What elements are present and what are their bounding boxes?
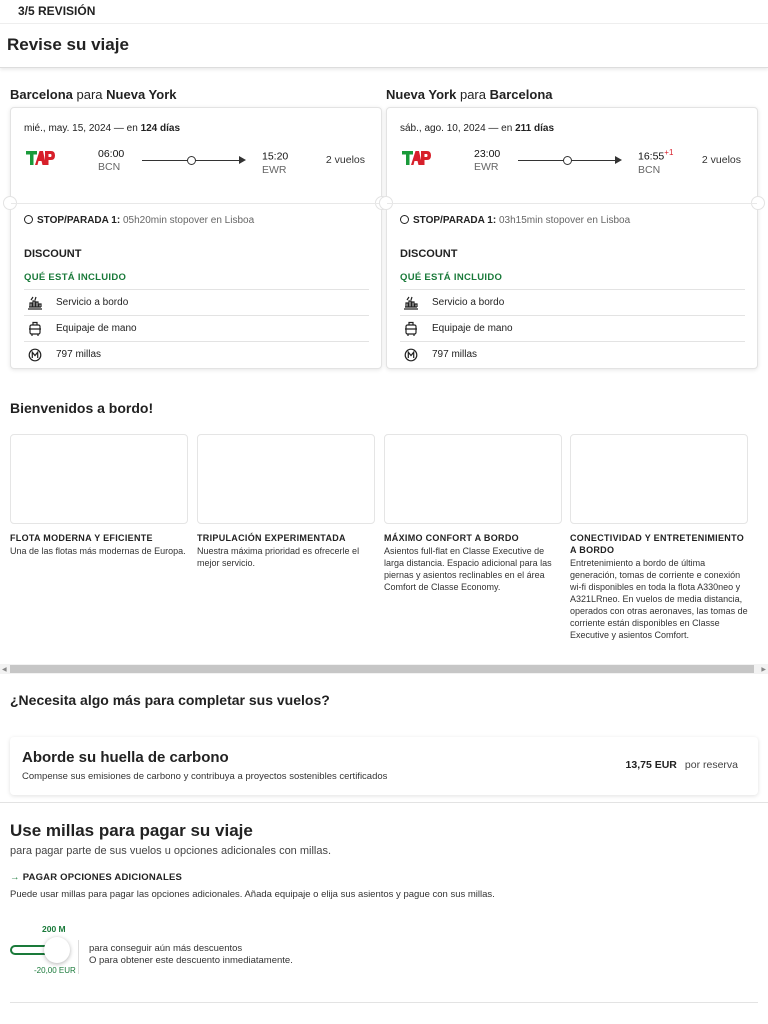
arrow-right-icon xyxy=(615,156,622,164)
scroll-right-icon[interactable]: ▶ xyxy=(761,667,766,673)
tile-description: Asientos full-flat en Classe Executive de larga distancia. Espacio adicional para las piernas y asientos reclinables en el área Comfort de Classe Economy. xyxy=(384,546,552,592)
flight-date: mié., may. 15, 2024 — en 124 días xyxy=(24,123,181,134)
tile-image xyxy=(10,434,188,524)
miles-note: para conseguir aún más descuentos O para obtener este descuento inmediatamente. xyxy=(89,943,293,966)
route-para: para xyxy=(76,87,103,102)
scrollbar-thumb[interactable] xyxy=(10,665,754,673)
route-para: para xyxy=(459,87,486,102)
welcome-carousel xyxy=(10,434,768,662)
divider xyxy=(78,940,79,974)
fare-type: DISCOUNT xyxy=(400,248,458,260)
tile-description: Nuestra máxima prioridad es ofrecerle el mejor servicio. xyxy=(197,546,360,568)
section-divider xyxy=(0,802,768,803)
carbon-offset-card[interactable] xyxy=(10,737,758,795)
tap-logo-icon xyxy=(401,149,431,167)
stopover-dot-icon xyxy=(187,156,196,165)
tile-image xyxy=(197,434,375,524)
step-indicator: 3/5 REVISIÓN xyxy=(0,0,768,24)
miles-description: Puede usar millas para pagar las opciones adicionales. Añada equipaje o elija sus asientos y pague con sus millas. xyxy=(10,889,495,900)
tile-image xyxy=(570,434,748,524)
route-origin: Barcelona xyxy=(10,87,73,102)
feature-onboard-service: Servicio a bordo xyxy=(24,289,369,315)
luggage-icon xyxy=(400,321,422,337)
route-outbound xyxy=(10,87,382,360)
horizontal-scrollbar[interactable] xyxy=(0,664,768,674)
route-origin: Nueva York xyxy=(386,87,457,102)
tile-image xyxy=(384,434,562,524)
pay-options-link[interactable]: → PAGAR OPCIONES ADICIONALES xyxy=(10,872,183,883)
stopover-info: STOP/PARADA 1: 03h15min stopover en Lisboa xyxy=(400,215,630,226)
tile-title: MÁXIMO CONFORT A BORDO xyxy=(384,533,519,543)
meal-service-icon xyxy=(400,296,422,310)
miles-subtitle: para pagar parte de sus vuelos u opciones adicionales con millas. xyxy=(10,845,332,857)
tile-title: TRIPULACIÓN EXPERIMENTADA xyxy=(197,533,346,543)
arrival-code: BCN xyxy=(638,163,661,176)
arrival-time: 16:55 xyxy=(638,150,665,163)
included-heading: QUÉ ESTÁ INCLUIDO xyxy=(400,272,503,283)
flight-path-line xyxy=(142,160,244,161)
carbon-title: Aborde su huella de carbono xyxy=(22,749,229,766)
slider-discount-value: -20,00 EUR xyxy=(34,966,76,975)
miles-title: Use millas para pagar su viaje xyxy=(10,821,253,840)
scroll-left-icon[interactable]: ◀ xyxy=(2,667,7,673)
tile-title: FLOTA MODERNA Y EFICIENTE xyxy=(10,533,153,543)
day-offset: +1 xyxy=(664,148,674,157)
stop-circle-icon xyxy=(24,215,33,224)
feature-miles: 797 millas xyxy=(400,341,745,367)
welcome-tile xyxy=(10,434,188,557)
extras-heading: ¿Necesita algo más para completar sus vuelos? xyxy=(10,692,330,708)
departure xyxy=(98,148,124,173)
carbon-description: Compense sus emisiones de carbono y contribuya a proyectos sostenibles certificados xyxy=(22,771,388,782)
arrow-right-icon: → xyxy=(10,872,20,883)
arrow-right-icon xyxy=(239,156,246,164)
miles-icon xyxy=(400,348,422,362)
welcome-tile xyxy=(570,434,748,641)
flight-card[interactable] xyxy=(386,107,758,369)
slider-handle[interactable] xyxy=(44,937,70,963)
feature-miles: 797 millas xyxy=(24,341,369,367)
stopover-info: STOP/PARADA 1: 05h20min stopover en Lisboa xyxy=(24,215,254,226)
feature-carry-on: Equipaje de mano xyxy=(24,315,369,341)
fare-type: DISCOUNT xyxy=(24,248,82,260)
section-divider xyxy=(10,1002,758,1003)
route-destination: Nueva York xyxy=(106,87,177,102)
flight-card[interactable] xyxy=(10,107,382,369)
routes xyxy=(0,87,768,377)
meal-service-icon xyxy=(24,296,46,310)
welcome-tile xyxy=(384,434,562,593)
page-title: Revise su viaje xyxy=(0,24,768,68)
included-heading: QUÉ ESTÁ INCLUIDO xyxy=(24,272,127,283)
flights-count[interactable]: 2 vuelos xyxy=(325,154,365,166)
tile-description: Una de las flotas más modernas de Europa. xyxy=(10,546,186,556)
route-title xyxy=(10,87,382,104)
route-title xyxy=(386,87,758,104)
divider xyxy=(11,203,381,204)
slider-miles-value: 200 M xyxy=(42,924,66,934)
route-destination: Barcelona xyxy=(489,87,553,102)
arrival xyxy=(262,148,288,176)
feature-carry-on: Equipaje de mano xyxy=(400,315,745,341)
departure-time: 06:00 xyxy=(98,148,125,160)
departure-code: BCN xyxy=(98,161,121,173)
carbon-price: 13,75 EUR por reserva xyxy=(625,759,738,771)
arrival xyxy=(638,148,673,176)
flights-count[interactable]: 2 vuelos xyxy=(701,154,741,166)
stopover-dot-icon xyxy=(563,156,572,165)
arrival-code: EWR xyxy=(262,163,287,176)
tap-logo-icon xyxy=(25,149,55,167)
departure-code: EWR xyxy=(474,161,499,173)
divider xyxy=(387,203,757,204)
miles-slider[interactable] xyxy=(10,937,74,963)
arrival-time: 15:20 xyxy=(262,150,289,163)
route-return xyxy=(386,87,758,360)
flight-path-line xyxy=(518,160,620,161)
welcome-tile xyxy=(197,434,375,569)
welcome-heading: Bienvenidos a bordo! xyxy=(10,400,154,416)
tile-title: CONECTIVIDAD Y ENTRETENIMIENTO A BORDO xyxy=(570,533,745,555)
stop-circle-icon xyxy=(400,215,409,224)
luggage-icon xyxy=(24,321,46,337)
miles-icon xyxy=(24,348,46,362)
departure xyxy=(474,148,500,173)
departure-time: 23:00 xyxy=(474,148,501,160)
flight-date: sáb., ago. 10, 2024 — en 211 días xyxy=(400,123,555,134)
tile-description: Entretenimiento a bordo de última generación, tomas de corriente e conexión wi-fi disponibles en toda la flota A330neo y A321LRneo. En vuelos de media distancia, operados con otras aeronaves, las tomas de corriente están disponibles en Classe Executive y asientos Comfort. xyxy=(570,558,748,640)
feature-onboard-service: Servicio a bordo xyxy=(400,289,745,315)
